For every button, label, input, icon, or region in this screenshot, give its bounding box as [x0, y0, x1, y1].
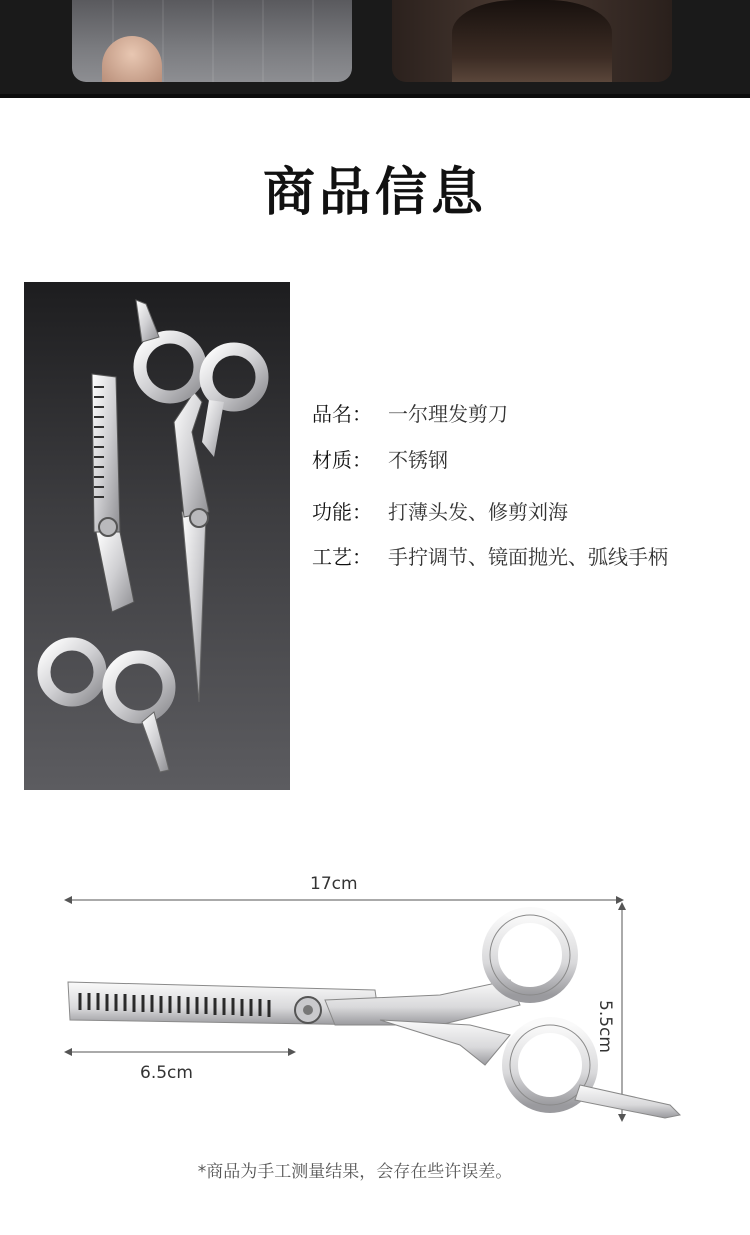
- info-value: 不锈钢: [388, 448, 448, 472]
- info-value: 手拧调节、镜面抛光、弧线手柄: [388, 545, 668, 569]
- length-label: 17cm: [310, 874, 358, 894]
- info-label: 材质：: [312, 448, 372, 472]
- info-row-name: [312, 398, 508, 427]
- banner-photo-model-hair: [392, 0, 672, 82]
- hands-image: [102, 36, 162, 82]
- thinning-scissors-icon: [68, 915, 680, 1118]
- info-value: 打薄头发、修剪刘海: [388, 500, 568, 524]
- info-label: 工艺：: [312, 545, 372, 569]
- cutting-scissors-icon: [136, 300, 262, 702]
- info-label: 品名：: [312, 402, 372, 426]
- height-label: 5.5cm: [595, 1000, 615, 1053]
- measurement-note: *商品为手工测量结果，会存在些许误差。: [197, 1162, 513, 1182]
- blade-length-label: 6.5cm: [140, 1063, 193, 1083]
- info-row-function: [312, 496, 568, 525]
- product-photo: [24, 282, 290, 790]
- info-label: 功能：: [312, 500, 372, 524]
- thinning-scissors-icon: [44, 374, 169, 772]
- section-title: 商品信息: [262, 163, 487, 223]
- thinning-scissors-dimension-image: [40, 860, 720, 1130]
- info-row-material: [312, 444, 448, 473]
- dimension-diagram: [40, 860, 720, 1130]
- banner-photo-model-hands: [72, 0, 352, 82]
- hair-image: [452, 0, 612, 82]
- info-value: 一尔理发剪刀: [388, 402, 508, 426]
- top-banner: [0, 0, 750, 98]
- scissors-pair-image: [24, 282, 290, 790]
- banner-divider: [0, 94, 750, 98]
- info-row-craft: [312, 541, 668, 570]
